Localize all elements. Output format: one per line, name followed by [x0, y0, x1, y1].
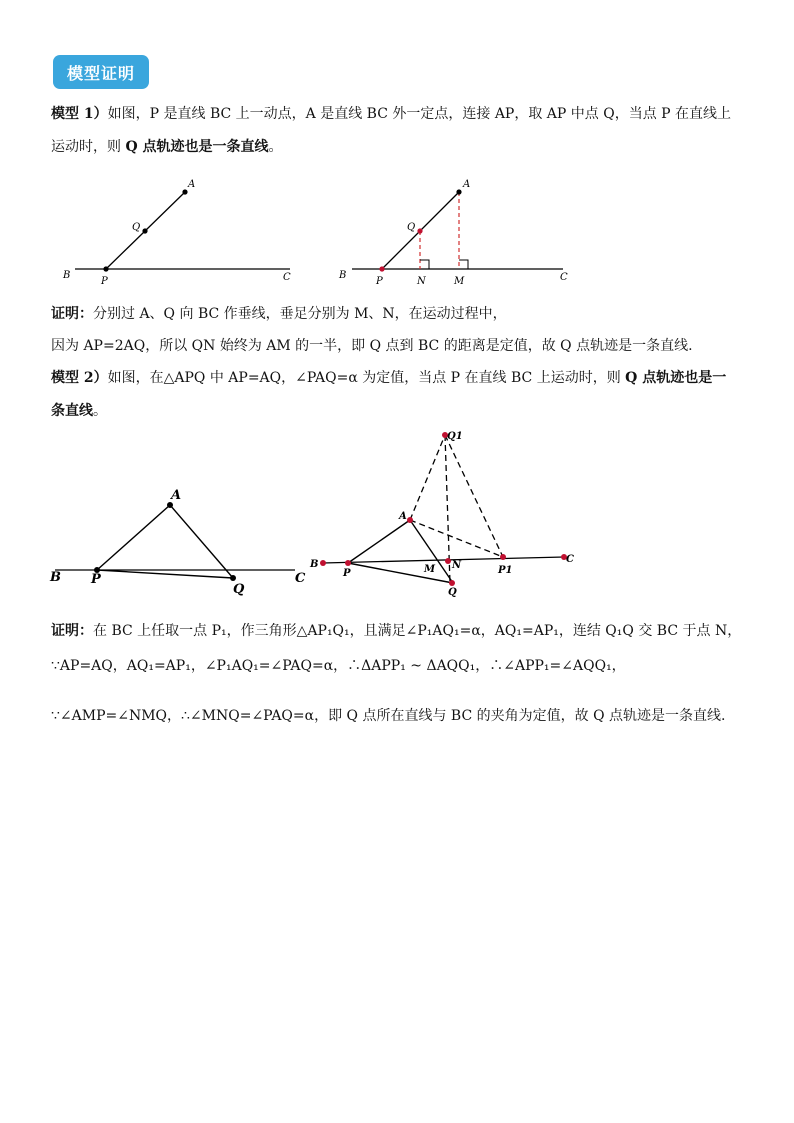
- fig2-label-a: A: [463, 179, 471, 190]
- model2-title: 模型 2）: [51, 370, 108, 386]
- fig2-label-b: B: [339, 270, 347, 281]
- model1-text1: 如图，P 是直线 BC 上一动点，A 是直线 BC 外一定点，连接 AP，取 AP 中点 Q，当点 P 在直线上: [107, 106, 732, 122]
- fig3-label-q: Q: [233, 582, 245, 597]
- model1-conclusion: Q 点轨迹也是一条直线: [125, 139, 269, 155]
- model1-proof-text1: 分别过 A、Q 向 BC 作垂线，垂足分别为 M、N，在运动过程中，: [93, 306, 507, 322]
- fig4-label-m: M: [424, 564, 436, 575]
- fig4-label-p1: P1: [498, 565, 513, 576]
- model2-proof-label: 证明：: [51, 623, 93, 639]
- fig2-label-p: P: [376, 276, 383, 287]
- model1-proof-line2: [51, 336, 693, 356]
- model1-text2-end: 。: [268, 139, 283, 155]
- model1-proof-line1: [51, 304, 507, 324]
- fig2-label-m: M: [454, 276, 465, 287]
- model2-proof-line3: [51, 706, 725, 726]
- model1-figure-right: [335, 172, 585, 287]
- fig4-label-c: C: [566, 554, 574, 565]
- model2-proof-line2: [51, 656, 626, 676]
- model2-proof-text2: ∵AP=AQ，AQ₁=AP₁，∠P₁AQ₁=∠PAQ=α，∴ΔAPP₁ ~ ΔAQQ₁，∴∠APP₁=∠AQQ₁，: [51, 658, 626, 674]
- model2-statement-line2: [51, 401, 107, 421]
- model1-proof-label: 证明：: [51, 306, 93, 322]
- fig4-label-n: N: [452, 560, 462, 571]
- model2-text2-end: 。: [93, 403, 107, 419]
- fig1-label-q: Q: [132, 222, 141, 233]
- fig2-label-q: Q: [407, 222, 416, 233]
- model2-figure-right: [300, 425, 590, 600]
- model1-statement-line1: [51, 104, 731, 124]
- model2-text1: 如图，在△APQ 中 AP=AQ，∠PAQ=α 为定值，当点 P 在直线 BC 上运动时，则: [107, 370, 626, 386]
- model1-statement-line2: [51, 137, 283, 157]
- fig3-label-b: B: [50, 570, 61, 585]
- fig4-label-b: B: [310, 559, 319, 570]
- model1-proof-text2: 因为 AP=2AQ，所以 QN 始终为 AM 的一半，即 Q 点到 BC 的距离是定值，故 Q 点轨迹是一条直线.: [51, 338, 693, 354]
- fig2-label-n: N: [417, 276, 426, 287]
- fig3-label-a: A: [171, 488, 182, 503]
- fig4-label-q1: Q1: [447, 431, 463, 442]
- model2-proof-text1: 在 BC 上任取一点 P₁，作三角形△AP₁Q₁，且满足∠P₁AQ₁=α，AQ₁=AP₁，连结 Q₁Q 交 BC 于点 N，: [93, 623, 742, 639]
- fig4-label-q: Q: [448, 587, 457, 598]
- section-badge: 模型证明: [53, 55, 149, 89]
- model1-figure-left: [55, 172, 305, 287]
- model2-figure-left: [45, 480, 315, 600]
- fig4-label-a: A: [399, 511, 407, 522]
- model2-conclusion-part2: 条直线: [51, 403, 93, 419]
- fig2-label-c: C: [560, 272, 568, 283]
- fig1-label-c: C: [283, 272, 291, 283]
- fig3-label-c: C: [295, 571, 306, 586]
- model2-conclusion-part1: Q 点轨迹也是一: [625, 370, 727, 386]
- fig4-label-p: P: [343, 568, 351, 579]
- model2-proof-text3: ∵∠AMP=∠NMQ，∴∠MNQ=∠PAQ=α，即 Q 点所在直线与 BC 的夹角为定值，故 Q 点轨迹是一条直线.: [51, 708, 726, 724]
- model2-statement-line1: [51, 368, 726, 388]
- fig1-label-b: B: [63, 270, 71, 281]
- fig1-label-a: A: [188, 179, 196, 190]
- fig1-label-p: P: [101, 276, 108, 287]
- fig3-label-p: P: [91, 572, 101, 587]
- model1-text2: 运动时，则: [51, 139, 126, 155]
- model1-title: 模型 1）: [51, 106, 108, 122]
- model2-proof-line1: [51, 621, 741, 641]
